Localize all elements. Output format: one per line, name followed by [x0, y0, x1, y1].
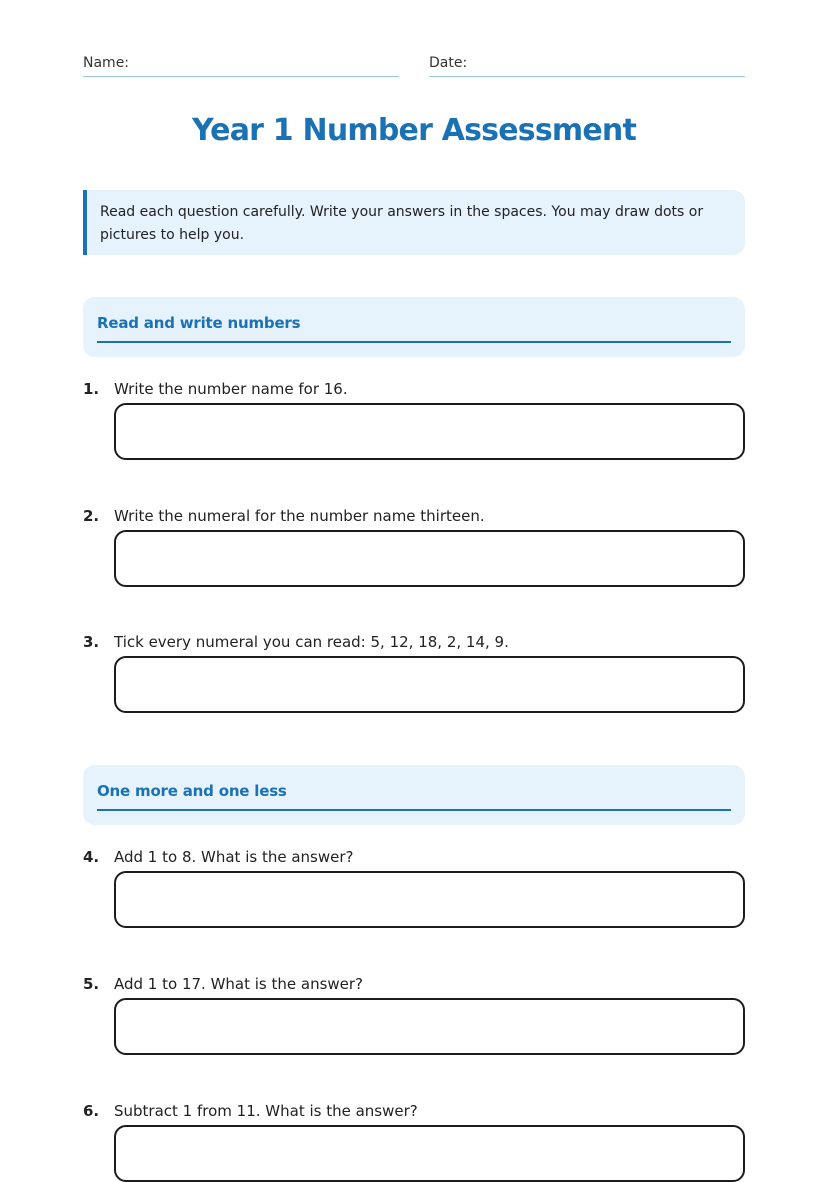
answer-box[interactable] [114, 871, 745, 928]
student-info-row [83, 52, 745, 78]
name-field[interactable] [83, 52, 399, 77]
section-header-one-more-less [83, 765, 745, 825]
question-number: 1. [83, 380, 100, 398]
page-title: Year 1 Number Assessment [192, 113, 636, 148]
question-text: Subtract 1 from 11. What is the answer? [114, 1102, 418, 1120]
date-label: Date: [429, 55, 468, 71]
question-number: 6. [83, 1102, 100, 1120]
instructions-box: Read each question carefully. Write your answers in the spaces. You may draw dots or pictures to help you. [83, 190, 745, 255]
answer-box[interactable] [114, 998, 745, 1055]
question-text: Tick every numeral you can read: 5, 12, 18, 2, 14, 9. [114, 633, 509, 651]
question-text: Write the number name for 16. [114, 380, 348, 398]
question-text: Write the numeral for the number name thirteen. [114, 507, 485, 525]
question-text: Add 1 to 8. What is the answer? [114, 848, 354, 866]
question-number: 4. [83, 848, 100, 866]
section-header-read-write [83, 297, 745, 357]
question-number: 2. [83, 507, 100, 525]
date-field[interactable] [429, 52, 745, 77]
question-text: Add 1 to 17. What is the answer? [114, 975, 364, 993]
section-title: Read and write numbers [97, 311, 731, 343]
name-label: Name: [83, 55, 130, 71]
question-number: 5. [83, 975, 100, 993]
answer-box[interactable] [114, 656, 745, 713]
answer-box[interactable] [114, 530, 745, 587]
answer-box[interactable] [114, 1125, 745, 1182]
question-number: 3. [83, 633, 100, 651]
answer-box[interactable] [114, 403, 745, 460]
section-title: One more and one less [97, 779, 731, 811]
